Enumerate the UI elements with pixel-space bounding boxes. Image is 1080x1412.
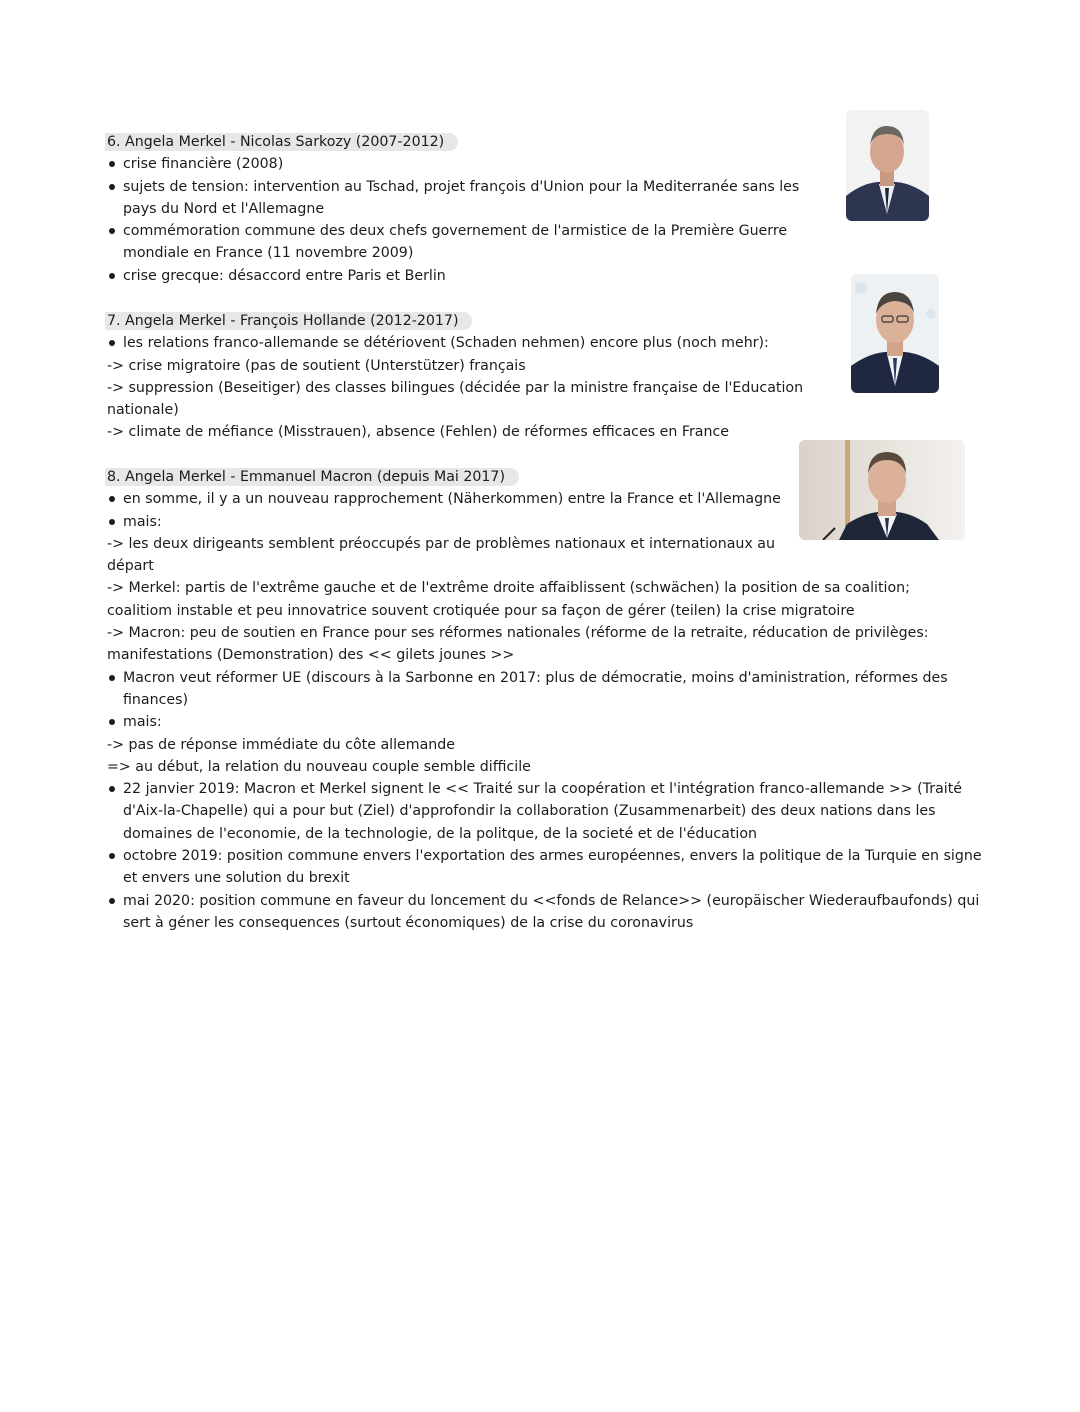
section-7-heading: 7. Angela Merkel - François Hollande (2012-2017) — [107, 310, 803, 332]
list-item: -> Macron: peu de soutien en France pour ses réformes nationales (réforme de la retraite, réducation de privilèges: — [107, 625, 929, 642]
list-item: en somme, il y a un nouveau rapprochement (Näherkommen) entre la France et l'Allemagne — [107, 488, 982, 510]
list-item: crise grecque: désaccord entre Paris et Berlin — [107, 265, 799, 287]
list-item-continuation: coalitiom instable et peu innovatrice souvent crotiquée pour sa façon de gérer (teilen) la crise migratoire — [107, 602, 855, 619]
list-item: -> crise migratoire (pas de soutient (Unterstützer) français — [107, 357, 526, 374]
list-item: 22 janvier 2019: Macron et Merkel signent le << Traité sur la coopération et l'intégration franco-allemande >> (Traité — [107, 778, 982, 800]
hollande-portrait — [851, 274, 939, 393]
list-item-continuation: mondiale en France (11 novembre 2009) — [123, 245, 414, 262]
section-8-heading: 8. Angela Merkel - Emmanuel Macron (depuis Mai 2017) — [107, 466, 982, 488]
list-item-continuation: départ — [107, 558, 154, 575]
list-item-continuation: manifestations (Demonstration) des << gilets jounes >> — [107, 647, 515, 664]
list-item-continuation: nationale) — [107, 402, 179, 419]
list-item: -> les deux dirigeants semblent préoccupés par de problèmes nationaux et internationaux au — [107, 535, 775, 552]
list-item: -> climate de méfiance (Misstrauen), absence (Fehlen) de réformes efficaces en France — [107, 424, 730, 441]
section-6-heading: 6. Angela Merkel - Nicolas Sarkozy (2007-2012) — [107, 131, 799, 153]
macron-portrait — [799, 440, 965, 540]
list-item-continuation: sert à géner les consequences (surtout économiques) de la crise du coronavirus — [123, 914, 694, 931]
list-item: mai 2020: position commune en faveur du loncement du <<fonds de Relance>> (europäischer Wiederaufbaufonds) qui — [107, 890, 982, 912]
list-item: sujets de tension: intervention au Tschad, projet françois d'Union pour la Mediterranée sans les — [107, 176, 799, 198]
list-item: les relations franco-allemande se détériovent (Schaden nehmen) encore plus (noch mehr): — [107, 332, 803, 354]
list-item: commémoration commune des deux chefs governement de l'armistice de la Première Guerre — [107, 220, 799, 242]
list-item: -> Merkel: partis de l'extrême gauche et de l'extrême droite affaiblissent (schwächen) la position de sa coalition; — [107, 580, 910, 597]
list-item: mais: — [107, 711, 982, 733]
list-item: => au début, la relation du nouveau couple semble difficile — [107, 758, 531, 775]
list-item: octobre 2019: position commune envers l'exportation des armes européennes, envers la politique de la Turquie en signe — [107, 845, 982, 867]
sarkozy-portrait — [846, 110, 929, 221]
list-item: Macron veut réformer UE (discours à la Sarbonne en 2017: plus de démocratie, moins d'aministration, réformes des — [107, 667, 982, 689]
list-item: crise financière (2008) — [107, 153, 799, 175]
list-item: mais: — [107, 511, 982, 533]
list-item-continuation: pays du Nord et l'Allemagne — [123, 200, 325, 217]
list-item-continuation: et envers une solution du brexit — [123, 870, 350, 887]
list-item: -> suppression (Beseitiger) des classes bilingues (décidée par la ministre française de l'Education — [107, 379, 804, 396]
list-item-continuation: d'Aix-la-Chapelle) qui a pour but (Ziel) d'approfondir la collaboration (Zusammenarbeit) des deux nations dans les — [123, 803, 936, 820]
list-item: -> pas de réponse immédiate du côte allemande — [107, 736, 456, 753]
list-item-continuation: domaines de l'economie, de la technologie, de la politque, de la societé et de l'éducation — [123, 825, 757, 842]
section-6 — [107, 131, 799, 287]
list-item-continuation: finances) — [123, 691, 189, 708]
section-7 — [107, 310, 803, 444]
